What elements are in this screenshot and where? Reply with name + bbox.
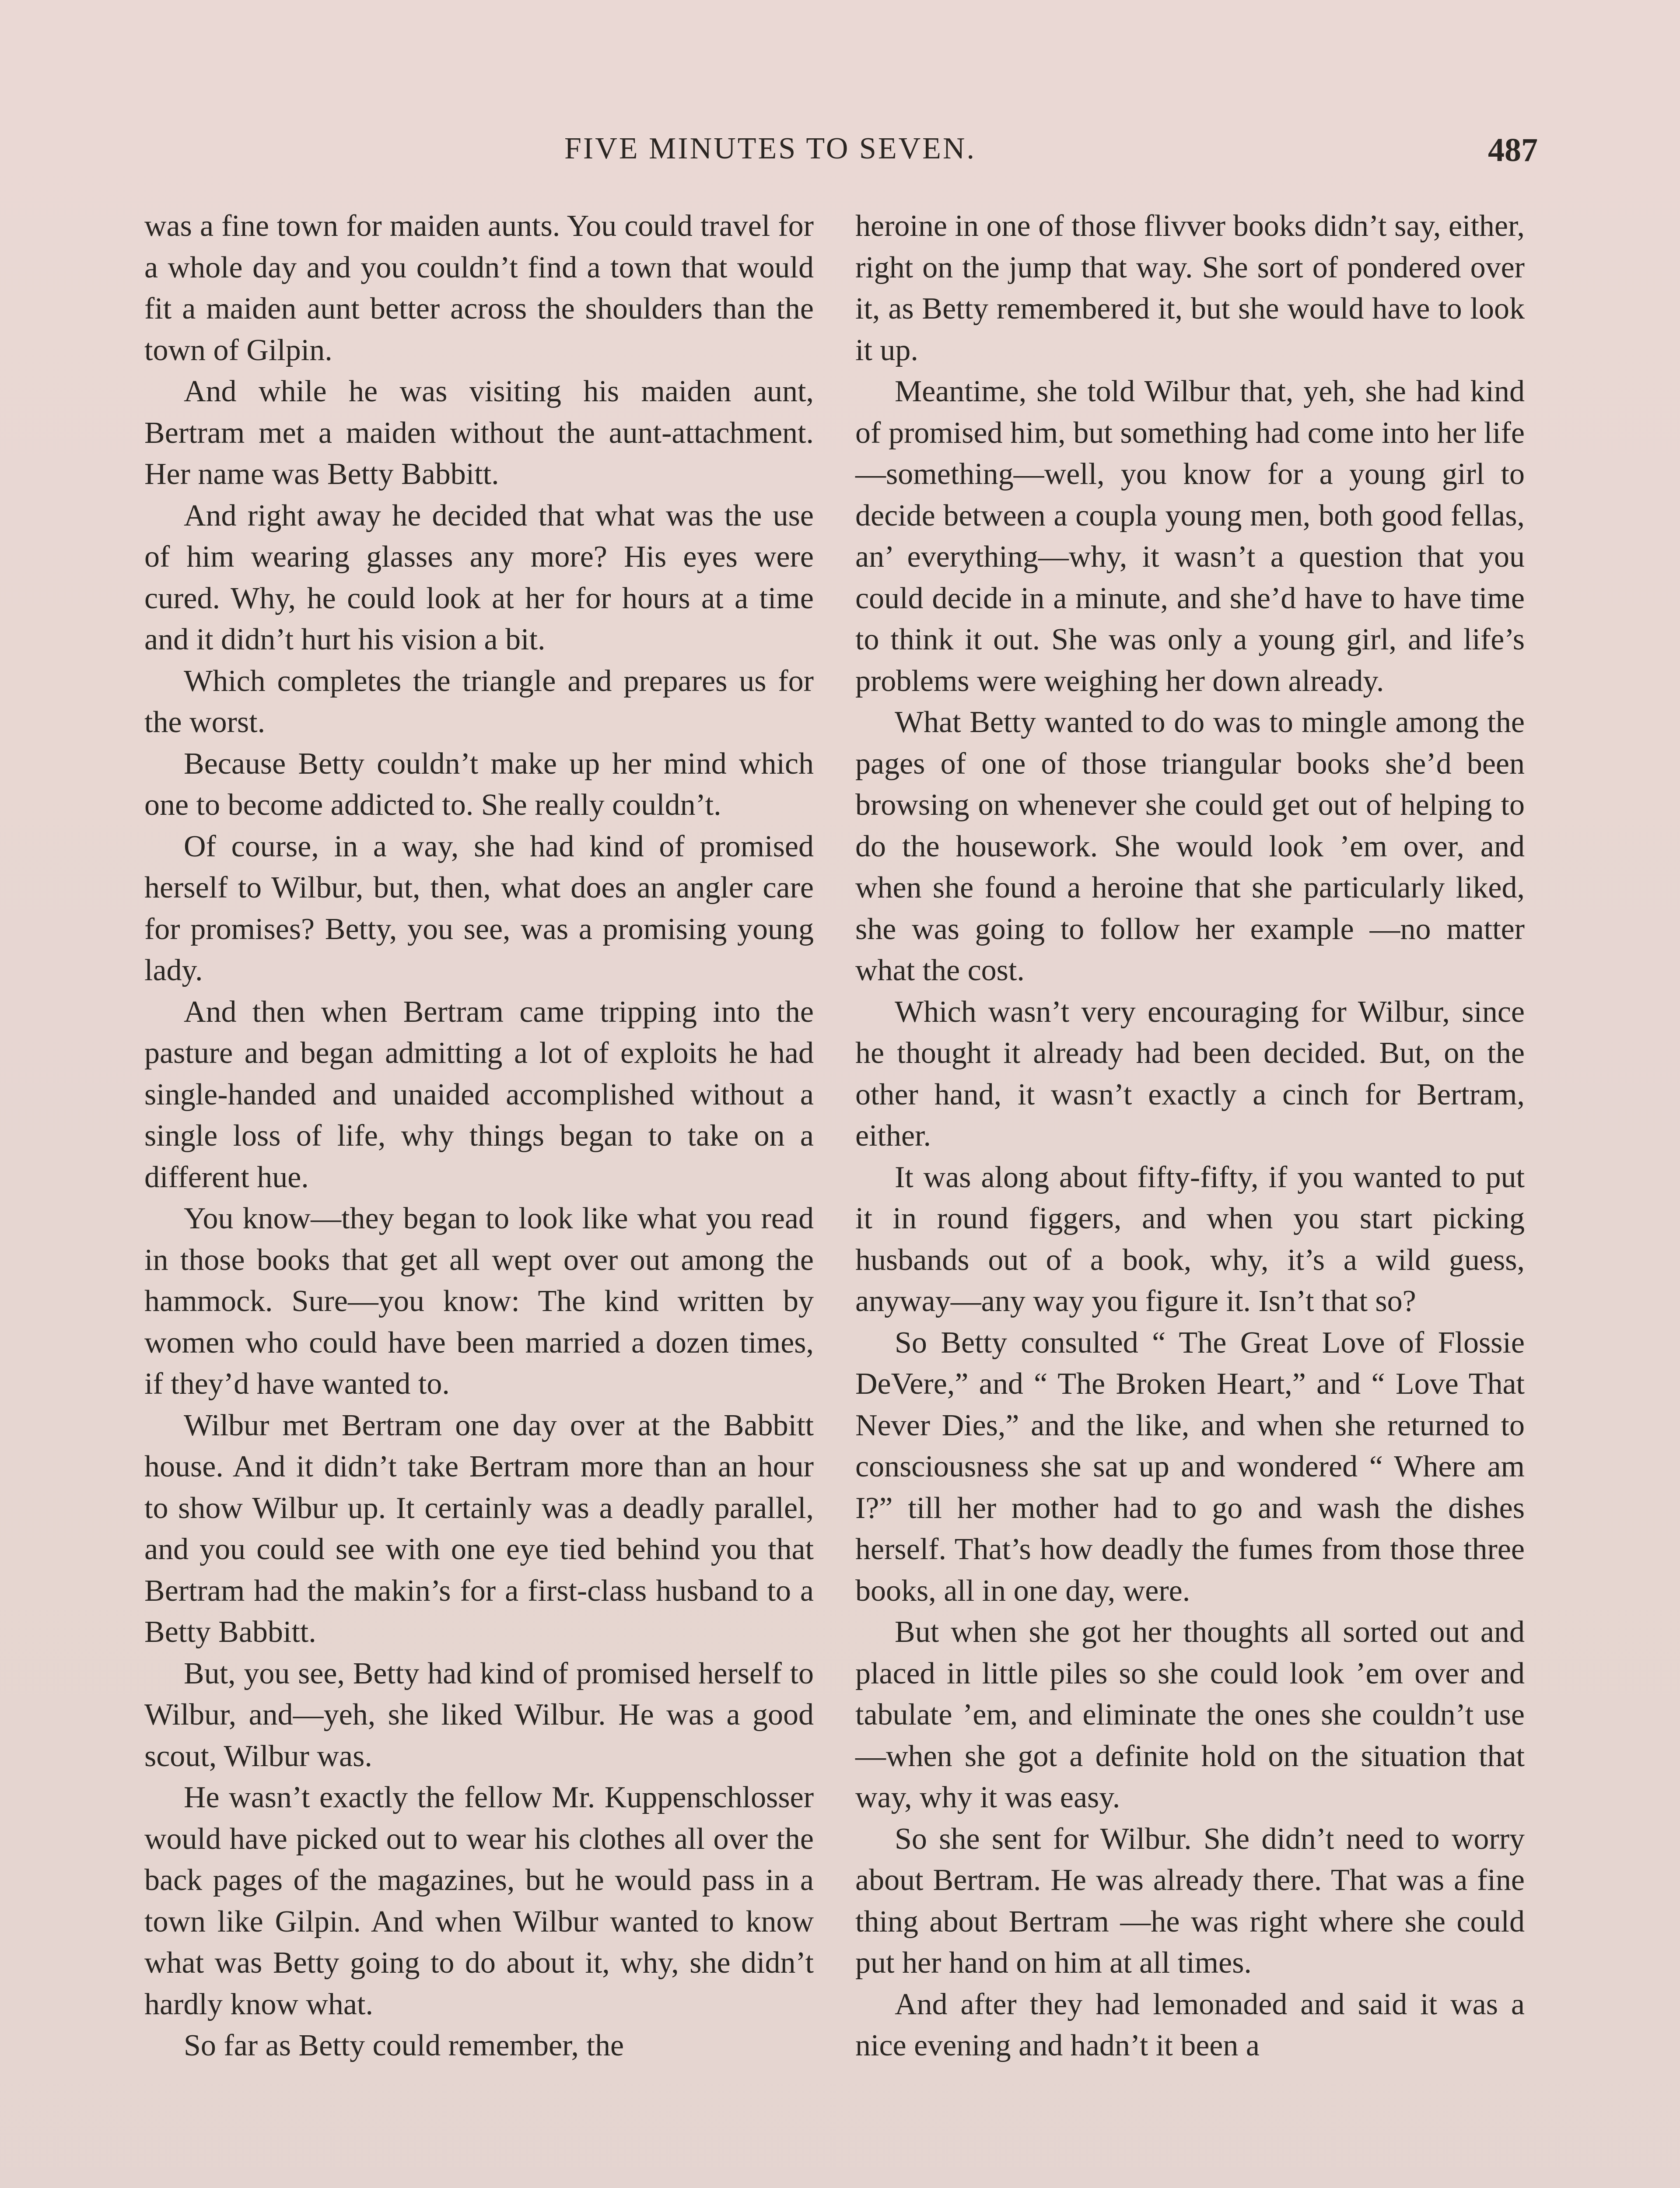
paragraph: It was along about fifty-fifty, if you wanted to put it in round figgers, and when you start picking husbands out of a book, why, it’s a wild guess, anyway—any way you figure it. Isn’t that so? [855, 1160, 1525, 1318]
paragraph: You know—they began to look like what you read in those books that get all wept over out among the hammock. Sure—you know: The kind written by women who could have been married a dozen times, if they’d have wanted to. [144, 1202, 814, 1401]
paragraph: And after they had lemonaded and said it was a nice evening and hadn’t it been a [855, 1987, 1525, 2062]
paragraph: Meantime, she told Wilbur that, yeh, she had kind of promised him, but something had come into her life—something—well, you know for a young girl to decide between a coupla young men, both good fellas, an’ everything—why, it wasn’t a question that you could decide in a minute, and she’d have to have time to think it out. She was only a young girl, and life’s problems were weighing her down already. [855, 375, 1525, 698]
running-title: FIVE MINUTES TO SEVEN. [564, 132, 976, 165]
page-number: 487 [1488, 132, 1538, 168]
paragraph: heroine in one of those flivver books didn’t say, either, right on the jump that way. She sort of pondered over it, as Betty remembered it, but she would have to look it up. [855, 209, 1525, 367]
paragraph: But when she got her thoughts all sorted out and placed in little piles so she could look ’em over and tabulate ’em, and eliminate the ones she couldn’t use—when she got a definite hold on the situation that way, why it was easy. [855, 1615, 1525, 1814]
paragraph: So she sent for Wilbur. She didn’t need to worry about Bertram. He was already there. That was a fine thing about Bertram —he was right where she could put her hand on him at all times. [855, 1822, 1525, 1980]
paragraph: Of course, in a way, she had kind of promised herself to Wilbur, but, then, what does an angler care for promises? Betty, you see, was a promising young lady. [144, 829, 814, 987]
paragraph: Which wasn’t very encouraging for Wilbur, since he thought it already had been decided. But, on the other hand, it wasn’t exactly a cinch for Bertram, either. [855, 995, 1525, 1153]
left-column [144, 206, 814, 2067]
paragraph: And right away he decided that what was the use of him wearing glasses any more? His eyes were cured. Why, he could look at her for hours at a time and it didn’t hurt his vision a bit. [144, 498, 814, 656]
paragraph: Because Betty couldn’t make up her mind which one to become addicted to. She really couldn’t. [144, 747, 814, 822]
paragraph: Wilbur met Bertram one day over at the Babbitt house. And it didn’t take Bertram more than an hour to show Wilbur up. It certainly was a deadly parallel, and you could see with one eye tied behind you that Bertram had the makin’s for a first-class husband to a Betty Babbitt. [144, 1408, 814, 1649]
paragraph: But, you see, Betty had kind of promised herself to Wilbur, and—yeh, she liked Wilbur. He was a good scout, Wilbur was. [144, 1656, 814, 1773]
paragraph: And then when Bertram came tripping into the pasture and began admitting a lot of exploits he had single-handed and unaided accomplished without a single loss of life, why things began to take on a different hue. [144, 995, 814, 1194]
running-head [0, 131, 1680, 179]
paragraph: And while he was visiting his maiden aunt, Bertram met a maiden without the aunt-attachment. Her name was Betty Babbitt. [144, 375, 814, 491]
right-column [855, 206, 1525, 2067]
paragraph: So Betty consulted “ The Great Love of Flossie DeVere,” and “ The Broken Heart,” and “ Love That Never Dies,” and the like, and when she returned to consciousness she sat up and wondered “ Where am I?” till her mother had to go and wash the dishes herself. That’s how deadly the fumes from those three books, all in one day, were. [855, 1325, 1525, 1608]
paragraph: So far as Betty could remember, the [184, 2029, 624, 2062]
paragraph: was a fine town for maiden aunts. You could travel for a whole day and you couldn’t find a town that would fit a maiden aunt better across the shoulders than the town of Gilpin. [144, 209, 814, 367]
paragraph: Which completes the triangle and prepares us for the worst. [144, 664, 814, 739]
paragraph: He wasn’t exactly the fellow Mr. Kuppenschlosser would have picked out to wear his clothes all over the back pages of the magazines, but he would pass in a town like Gilpin. And when Wilbur wanted to know what was Betty going to do about it, why, she didn’t hardly know what. [144, 1781, 814, 2021]
paragraph: What Betty wanted to do was to mingle among the pages of one of those triangular books she’d been browsing on whenever she could get out of helping to do the housework. She would look ’em over, and when she found a heroine that she particularly liked, she was going to follow her example —no matter what the cost. [855, 705, 1525, 987]
